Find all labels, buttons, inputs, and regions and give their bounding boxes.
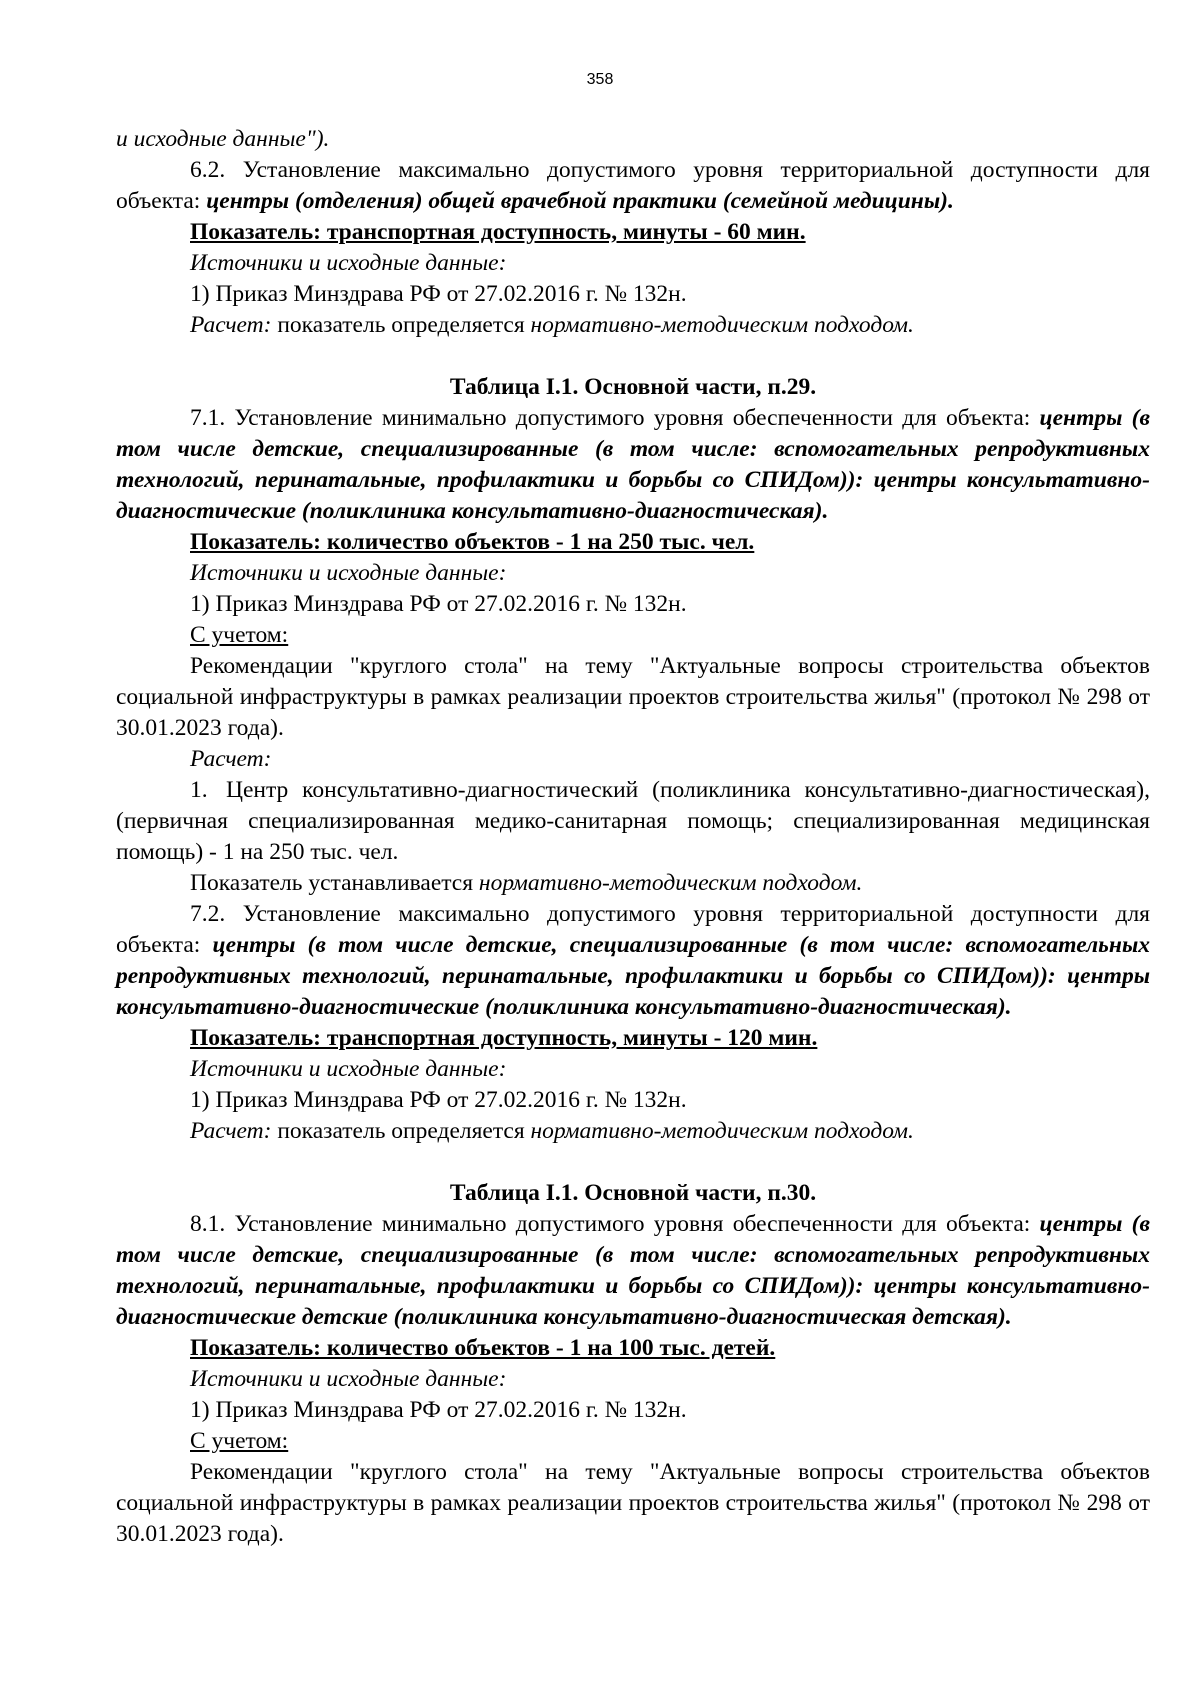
- section-7-2-lead: 7.2. Установление максимально допустимого уровня территориальной доступности для объекта:: [116, 901, 1150, 958]
- calc-6-2: [116, 310, 1150, 341]
- section-7-1-lead: 7.1. Установление минимально допустимого уровня обеспеченности для объекта:: [190, 405, 1040, 431]
- sources-label-8-1: Источники и исходные данные:: [190, 1366, 507, 1392]
- calc-7-1-set: [116, 868, 1150, 899]
- table-heading-29: Таблица I.1. Основной части, п.29.: [449, 374, 817, 400]
- document-body: [116, 124, 1150, 1550]
- considering-8-1-text: С учетом:: [190, 1428, 289, 1454]
- calc-6-2-method: нормативно-методическим подходом.: [530, 312, 914, 338]
- section-6-2: [116, 155, 1150, 217]
- sources-label-7-1: Источники и исходные данные:: [190, 560, 507, 586]
- calc-7-1-label: Расчет:: [190, 746, 272, 772]
- indicator-6-2-text: Показатель: транспортная доступность, минуты - 60 мин.: [190, 219, 806, 245]
- sources-label-7-2: Источники и исходные данные:: [190, 1056, 507, 1082]
- section-7-1-object: центры (в том числе детские, специализированные (в том числе: вспомогательных репродуктивных технологий, перинатальные, профилактики и борьбы со СПИДом)): центры консультативно-диагностические (поликлиника консультативно-диагностическая).: [116, 405, 1150, 524]
- indicator-7-2-text: Показатель: транспортная доступность, минуты - 120 мин.: [190, 1025, 818, 1051]
- considering-8-1: [116, 1426, 1150, 1457]
- calc-7-1-set-method: нормативно-методическим подходом.: [478, 870, 863, 896]
- section-7-2: [116, 899, 1150, 1023]
- recommendation-8-1: Рекомендации "круглого стола" на тему "Актуальные вопросы строительства объектов социальной инфраструктуры в рамках реализации проектов строительства жилья" (протокол № 298 от 30.01.2023 года).: [116, 1459, 1150, 1547]
- section-7-2-object: центры (в том числе детские, специализированные (в том числе: вспомогательных репродуктивных технологий, перинатальные, профилактики и борьбы со СПИДом)): центры консультативно-диагностические (поликлиника консультативно-диагностическая).: [116, 932, 1150, 1020]
- source-7-2-1: 1) Приказ Минздрава РФ от 27.02.2016 г. № 132н.: [190, 1087, 687, 1113]
- indicator-7-1: [116, 527, 1150, 558]
- section-8-1: [116, 1209, 1150, 1333]
- calc-7-2-label: Расчет:: [190, 1118, 272, 1144]
- calc-7-1-set-text: Показатель устанавливается: [190, 870, 479, 896]
- indicator-6-2: [116, 217, 1150, 248]
- spacer: [116, 1147, 1150, 1178]
- section-8-1-lead: 8.1. Установление минимально допустимого уровня обеспеченности для объекта:: [190, 1211, 1040, 1237]
- sources-label-6-2: Источники и исходные данные:: [190, 250, 507, 276]
- indicator-7-1-text: Показатель: количество объектов - 1 на 250 тыс. чел.: [190, 529, 755, 555]
- section-7-1: [116, 403, 1150, 527]
- calc-7-1-num: 1.: [190, 777, 208, 803]
- section-6-2-object: центры (отделения) общей врачебной практики (семейной медицины).: [206, 188, 954, 214]
- source-8-1-1: 1) Приказ Минздрава РФ от 27.02.2016 г. № 132н.: [190, 1397, 687, 1423]
- calc-7-2-method: нормативно-методическим подходом.: [530, 1118, 914, 1144]
- section-8-1-object: центры (в том числе детские, специализированные (в том числе: вспомогательных репродуктивных технологий, перинатальные, профилактики и борьбы со СПИДом)): центры консультативно-диагностические детские (поликлиника консультативно-диагностическая детская).: [116, 1211, 1150, 1330]
- page-number: 358: [586, 71, 614, 88]
- recommendation-7-1: Рекомендации "круглого стола" на тему "Актуальные вопросы строительства объектов социальной инфраструктуры в рамках реализации проектов строительства жилья" (протокол № 298 от 30.01.2023 года).: [116, 653, 1150, 741]
- table-heading-30: Таблица I.1. Основной части, п.30.: [449, 1180, 817, 1206]
- indicator-8-1: [116, 1333, 1150, 1364]
- calc-7-1-item: [116, 775, 1150, 868]
- calc-7-1-item-text: Центр консультативно-диагностический (поликлиника консультативно-диагностическая), (первичная специализированная медико-санитарная помощь; специализированная медицинская помощь) - 1 на 250 тыс. чел.: [116, 777, 1150, 865]
- section-6-2-lead: 6.2. Установление максимально допустимого уровня территориальной доступности для объекта:: [116, 157, 1150, 214]
- indicator-7-2: [116, 1023, 1150, 1054]
- calc-6-2-label: Расчет:: [190, 312, 272, 338]
- continued-text: и исходные данные").: [116, 126, 330, 152]
- calc-7-2: [116, 1116, 1150, 1147]
- considering-7-1: [116, 620, 1150, 651]
- calc-6-2-text: показатель определяется: [271, 312, 531, 338]
- calc-7-2-text: показатель определяется: [271, 1118, 531, 1144]
- source-6-2-1: 1) Приказ Минздрава РФ от 27.02.2016 г. № 132н.: [190, 281, 687, 307]
- indicator-8-1-text: Показатель: количество объектов - 1 на 100 тыс. детей.: [190, 1335, 776, 1361]
- considering-7-1-text: С учетом:: [190, 622, 289, 648]
- source-7-1-1: 1) Приказ Минздрава РФ от 27.02.2016 г. № 132н.: [190, 591, 687, 617]
- spacer: [116, 341, 1150, 372]
